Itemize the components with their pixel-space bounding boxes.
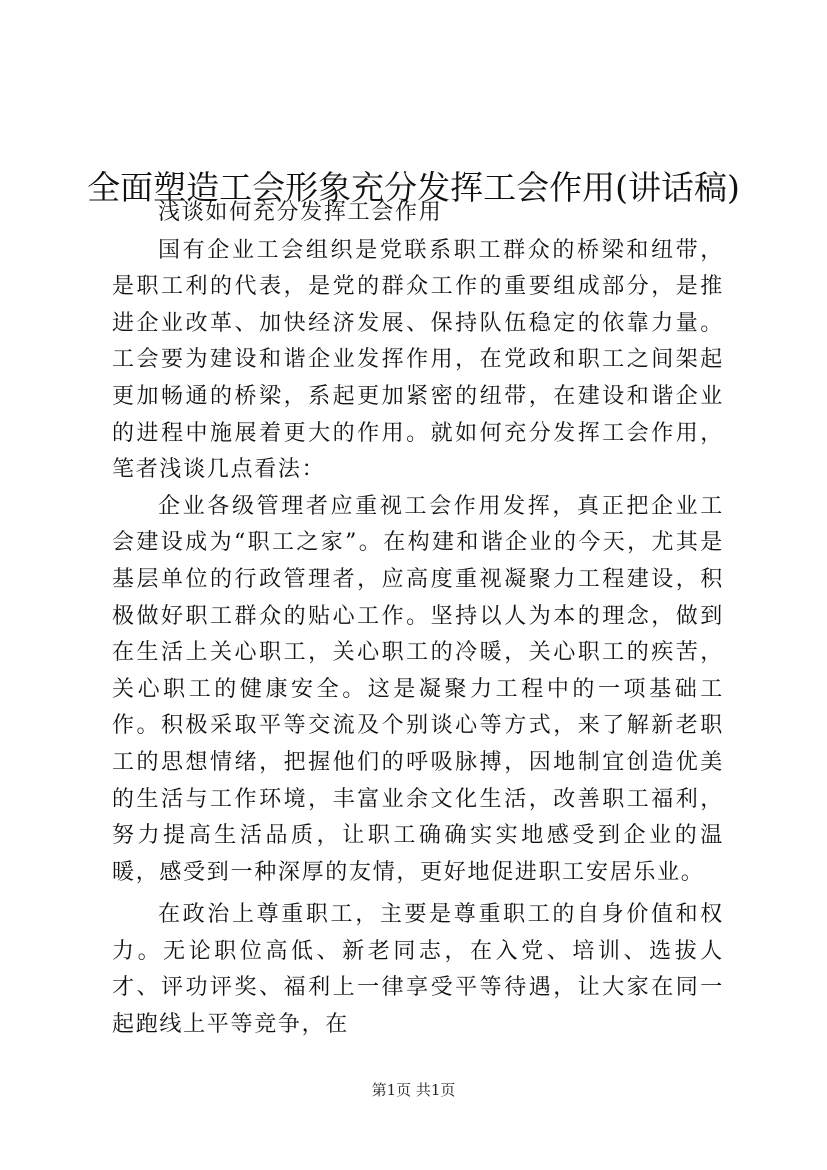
page-footer: 第1页 共1页 <box>371 1081 456 1099</box>
document-body <box>112 195 724 1044</box>
paragraph: 在政治上尊重职工，主要是尊重职工的自身价值和权力。无论职位高低、新老同志，在入党、培训、选拔人才、评功评奖、福利上一律享受平等待遇，让大家在同一起跑线上平等竞争，在 <box>112 902 724 1038</box>
paragraph: 国有企业工会组织是党联系职工群众的桥梁和纽带，是职工利的代表，是党的群众工作的重要组成部分，是推进企业改革、加快经济发展、保持队伍稳定的依靠力量。工会要为建设和谐企业发挥作用，在党政和职工之间架起更加畅通的桥梁，系起更加紧密的纽带，在建设和谐企业的进程中施展着更大的作用。就如何充分发挥工会作用，笔者浅谈几点看法： <box>112 237 724 483</box>
document-subtitle: 浅谈如何充分发挥工会作用 <box>158 200 443 225</box>
paragraph: 企业各级管理者应重视工会作用发挥，真正把企业工会建设成为“职工之家”。在构建和谐企业的今天，尤其是基层单位的行政管理者，应高度重视凝聚力工程建设，积极做好职工群众的贴心工作。坚持以人为本的理念，做到在生活上关心职工，关心职工的冷暖，关心职工的疾苦，关心职工的健康安全。这是凝聚力工程中的一项基础工作。积极采取平等交流及个别谈心等方式，来了解新老职工的思想情绪，把握他们的呼吸脉搏，因地制宜创造优美的生活与工作环境，丰富业余文化生活，改善职工福利，努力提高生活品质，让职工确确实实地感受到企业的温暖，感受到一种深厚的友情，更好地促进职工安居乐业。 <box>112 493 724 885</box>
document-title: 全面塑造工会形象充分发挥工会作用(讲话稿) <box>87 168 740 208</box>
